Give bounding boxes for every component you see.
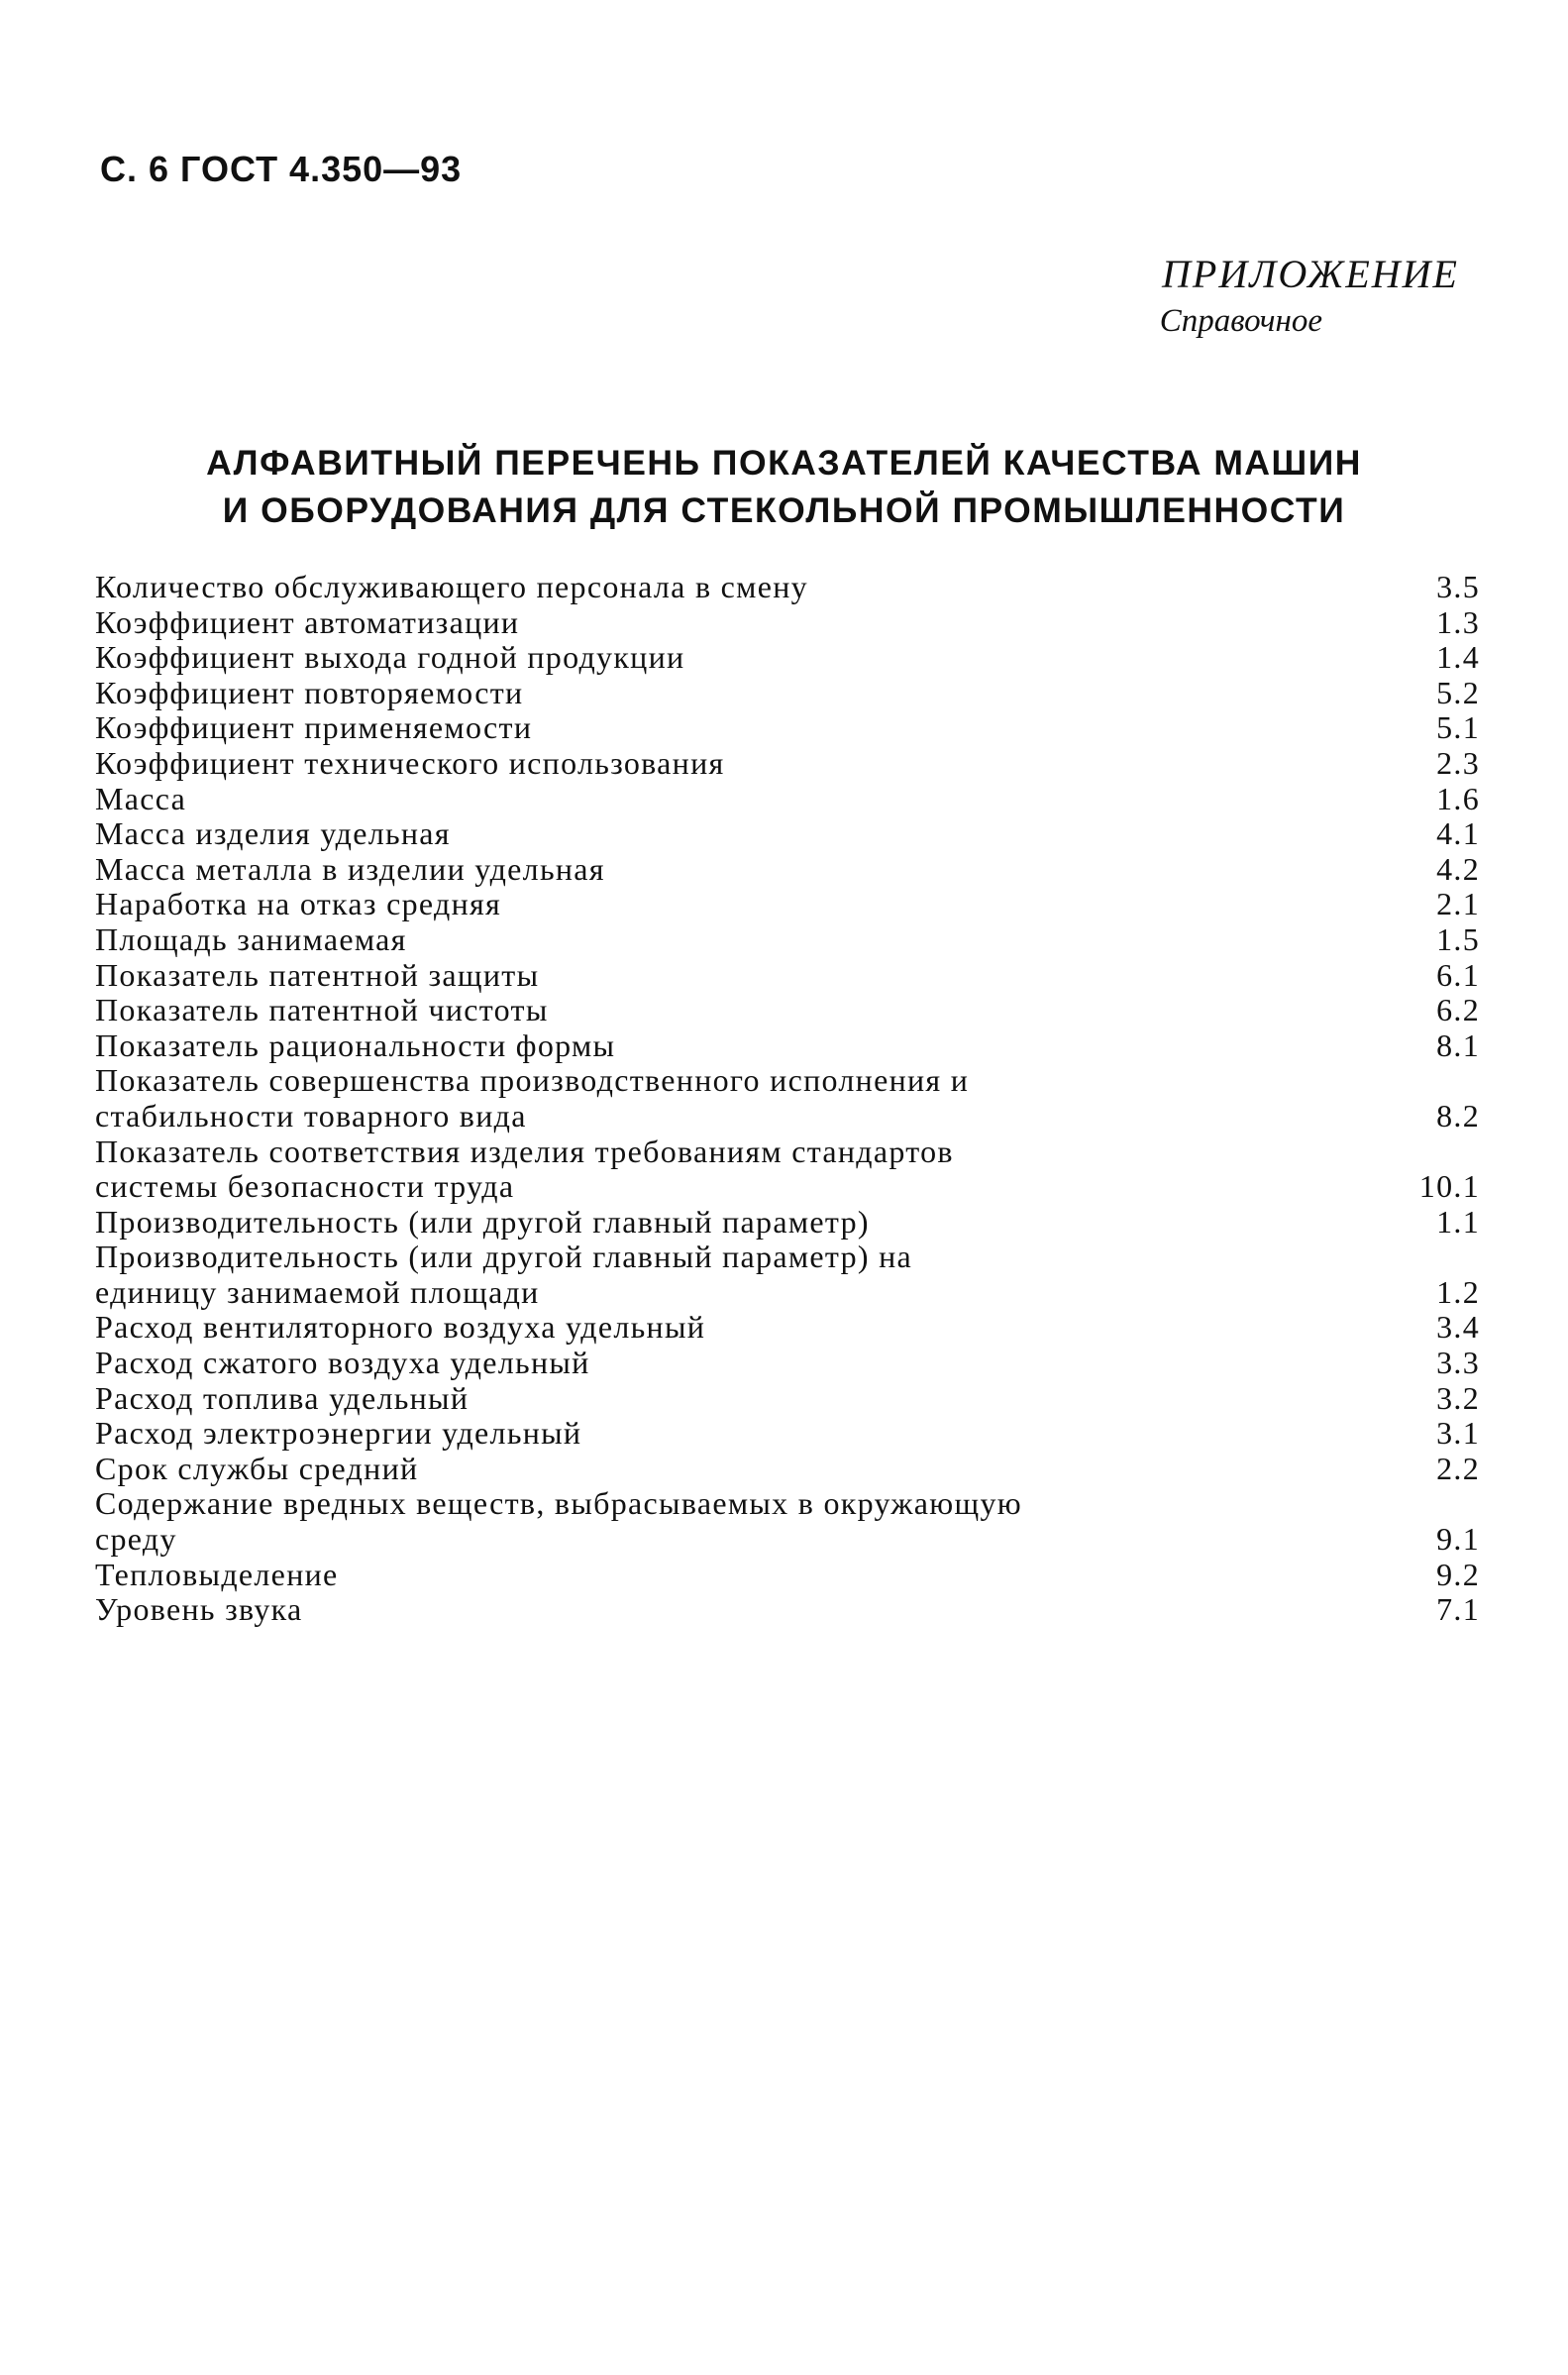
index-item-code: 8.2 [1436, 1097, 1480, 1134]
index-item-code: 6.1 [1436, 956, 1480, 993]
index-item [95, 640, 1482, 676]
index-item-code: 1.6 [1436, 780, 1480, 816]
index-item-text: Уровень звука [95, 1591, 303, 1628]
index-item-code: 1.4 [1436, 639, 1480, 676]
index-item-text: Масса металла в изделии удельная [95, 850, 605, 887]
index-item-code: 4.2 [1436, 850, 1480, 887]
index-item [95, 1134, 1482, 1205]
index-item-text: Показатель совершенства производственного исполнения и стабильности товарного вида [95, 1062, 970, 1134]
index-item-text: Коэффициент автоматизации [95, 603, 520, 640]
index-item [95, 1310, 1482, 1346]
index-item-text: Количество обслуживающего персонала в смену [95, 569, 808, 604]
index-item-code: 9.1 [1436, 1521, 1480, 1558]
index-item [95, 1452, 1482, 1487]
index-item-text: Наработка на отказ средняя [95, 886, 502, 922]
appendix-title: ПРИЛОЖЕНИЕ [1162, 252, 1459, 296]
index-item-code: 2.3 [1436, 744, 1480, 781]
index-item-code: 3.1 [1436, 1415, 1480, 1452]
index-item-code: 3.5 [1436, 569, 1480, 604]
index-item [95, 922, 1482, 958]
index-item-text: Показатель патентной чистоты [95, 992, 549, 1028]
index-item [95, 1028, 1482, 1064]
index-item-text: Производительность (или другой главный параметр) на единицу занимаемой площади [95, 1239, 913, 1310]
index-item [95, 1592, 1482, 1628]
index-item [95, 852, 1482, 888]
index-item-text: Расход электроэнергии удельный [95, 1415, 582, 1452]
index-item-code: 2.1 [1436, 886, 1480, 922]
index-item-code: 10.1 [1418, 1168, 1480, 1205]
index-item [95, 710, 1482, 746]
index-item-code: 9.2 [1436, 1556, 1480, 1592]
index-item [95, 1381, 1482, 1417]
index-item-code: 3.2 [1436, 1379, 1480, 1416]
index-item [95, 958, 1482, 994]
index-item-text: Срок службы средний [95, 1450, 419, 1486]
index-item [95, 782, 1482, 817]
index-item-text: Показатель патентной защиты [95, 956, 540, 993]
index-item-code: 4.1 [1436, 815, 1480, 852]
index-item [95, 1416, 1482, 1452]
index-item-text: Масса [95, 780, 187, 816]
index-item [95, 993, 1482, 1028]
index-item-code: 3.4 [1436, 1309, 1480, 1346]
document-title-line-1: АЛФАВИТНЫЙ ПЕРЕЧЕНЬ ПОКАЗАТЕЛЕЙ КАЧЕСТВА МАШИН [206, 443, 1362, 483]
index-item [95, 570, 1482, 605]
index-item-text: Расход вентиляторного воздуха удельный [95, 1309, 706, 1346]
index-item [95, 1486, 1482, 1557]
index-list [95, 570, 1482, 1628]
appendix-subtitle: Справочное [1159, 303, 1322, 339]
index-item [95, 816, 1482, 852]
index-item [95, 1205, 1482, 1241]
index-item-text: Показатель соответствия изделия требованиям стандартов системы безопасности труда [95, 1133, 954, 1205]
index-item-text: Производительность (или другой главный параметр) [95, 1203, 870, 1240]
index-item-code: 5.1 [1436, 709, 1480, 746]
index-item-text: Масса изделия удельная [95, 815, 451, 852]
index-item-code: 5.2 [1436, 674, 1480, 710]
index-item-text: Коэффициент технического использования [95, 744, 725, 781]
page-header: С. 6 ГОСТ 4.350—93 [100, 149, 463, 189]
index-item-text: Расход топлива удельный [95, 1379, 470, 1416]
index-item-text: Коэффициент выхода годной продукции [95, 639, 685, 676]
document-title [0, 439, 1568, 534]
index-item-code: 1.5 [1436, 920, 1480, 957]
index-item [95, 1063, 1482, 1134]
index-item-text: Тепловыделение [95, 1556, 339, 1592]
index-item-text: Показатель рациональности формы [95, 1026, 616, 1063]
index-item-text: Коэффициент применяемости [95, 709, 533, 746]
index-item-text: Коэффициент повторяемости [95, 674, 524, 710]
document-title-line-2: И ОБОРУДОВАНИЯ ДЛЯ СТЕКОЛЬНОЙ ПРОМЫШЛЕННОСТИ [222, 490, 1346, 530]
index-item-code: 3.3 [1436, 1345, 1480, 1381]
index-item-code: 1.3 [1436, 603, 1480, 640]
index-item [95, 887, 1482, 922]
index-item-text: Расход сжатого воздуха удельный [95, 1345, 590, 1381]
index-item-code: 7.1 [1436, 1591, 1480, 1628]
index-item-code: 1.2 [1436, 1273, 1480, 1310]
index-item-code: 2.2 [1436, 1450, 1480, 1486]
index-item-code: 6.2 [1436, 992, 1480, 1028]
index-item-code: 1.1 [1436, 1203, 1480, 1240]
index-item [95, 1346, 1482, 1381]
index-item-text: Площадь занимаемая [95, 920, 407, 957]
appendix-label [1160, 250, 1459, 343]
index-item-code: 8.1 [1436, 1026, 1480, 1063]
index-item [95, 676, 1482, 711]
index-item-text: Содержание вредных веществ, выбрасываемых в окружающую среду [95, 1485, 1022, 1558]
index-item [95, 605, 1482, 641]
index-item [95, 1558, 1482, 1593]
index-item [95, 746, 1482, 782]
index-item [95, 1240, 1482, 1310]
